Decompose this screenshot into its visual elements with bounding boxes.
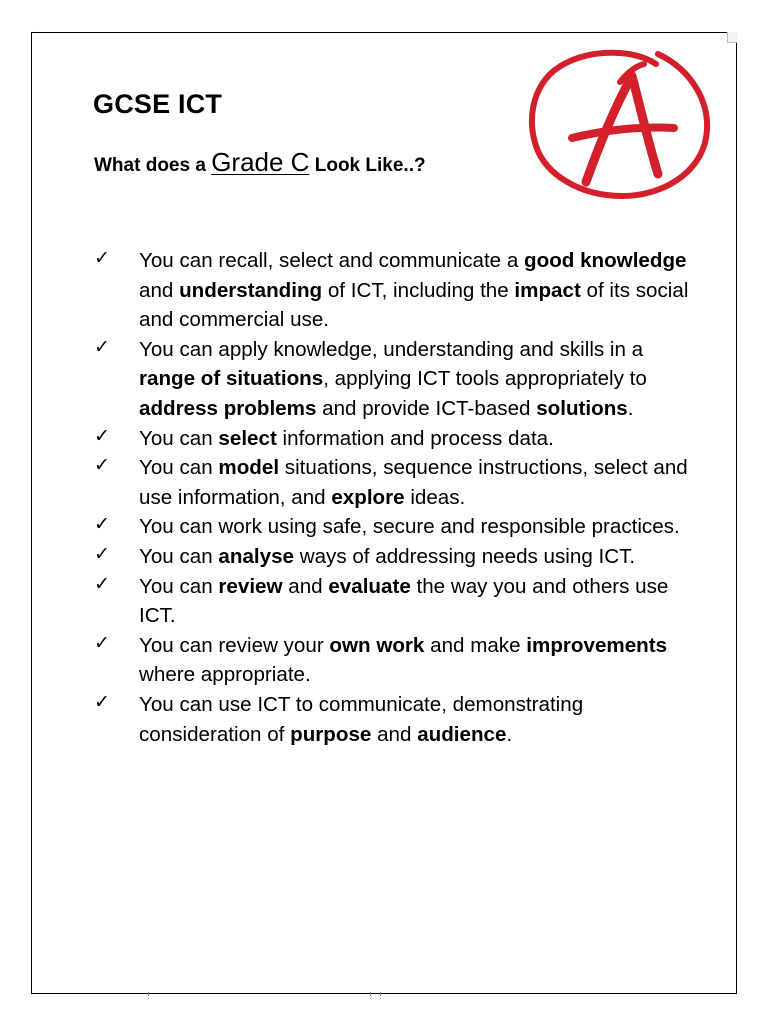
criterion-item	[92, 424, 692, 454]
criterion-keyword: audience	[417, 722, 507, 746]
criterion-text: and make	[424, 633, 527, 657]
criterion-text: and	[282, 574, 329, 598]
bottom-tick	[148, 992, 149, 996]
criterion-text: ways of addressing needs using ICT.	[293, 544, 636, 568]
criterion-text: You can	[139, 426, 219, 450]
criterion-text: and	[139, 278, 180, 302]
criterion-item	[92, 690, 692, 749]
criterion-item	[92, 335, 692, 424]
criterion-keyword: improvements	[526, 633, 668, 657]
checkmark-icon: ✓	[94, 690, 110, 713]
criterion-text: where appropriate.	[139, 663, 311, 687]
criterion-text: .	[506, 722, 513, 746]
criterion-text: You can use ICT to communicate, demonstrating consideration of	[139, 692, 584, 746]
criteria-checklist	[92, 246, 692, 749]
stamp-circle	[532, 53, 707, 196]
criterion-keyword: solutions	[536, 396, 628, 420]
criterion-text: ideas.	[404, 485, 466, 509]
criterion-text: You can apply knowledge, understanding and skills in a	[139, 337, 644, 361]
checkmark-icon: ✓	[94, 424, 110, 447]
checkmark-icon: ✓	[94, 247, 110, 269]
document-title: GCSE ICT	[93, 89, 223, 119]
checkmark-icon: ✓	[94, 454, 110, 477]
criterion-item	[92, 512, 692, 542]
subtitle-grade: Grade C	[211, 147, 310, 177]
criterion-text: You can	[139, 456, 219, 480]
criterion-keyword: understanding	[179, 278, 323, 302]
criterion-text: , applying ICT tools appropriately to	[323, 367, 647, 391]
bottom-tick	[380, 992, 381, 996]
criterion-text: You can review your	[139, 633, 330, 657]
checkmark-icon: ✓	[94, 542, 110, 565]
criterion-text: You can recall, select and communicate a	[139, 249, 525, 272]
document-subtitle	[94, 147, 426, 178]
checkmark-icon: ✓	[94, 335, 110, 358]
criterion-keyword: range of situations	[139, 367, 324, 391]
stamp-letter-crossbar	[572, 127, 674, 138]
criterion-keyword: explore	[331, 485, 405, 509]
criterion-keyword: own work	[329, 633, 425, 657]
criterion-text: and	[371, 722, 418, 746]
checkmark-icon: ✓	[94, 572, 110, 595]
criterion-item	[92, 572, 692, 631]
criterion-text: situations, sequence instructions, select and use information, and	[139, 456, 688, 509]
page-fold	[727, 32, 738, 43]
criterion-item	[92, 631, 692, 690]
criterion-keyword: purpose	[290, 722, 372, 746]
criterion-keyword: review	[218, 574, 283, 598]
grade-a-stamp-icon	[524, 42, 714, 202]
corner-mark: ˙	[33, 27, 36, 36]
checkmark-icon: ✓	[94, 513, 110, 536]
criterion-text: You can	[139, 574, 219, 598]
criterion-keyword: select	[218, 426, 277, 450]
criterion-text: of its social and commercial use.	[139, 278, 689, 332]
criterion-text: of ICT, including the	[322, 278, 515, 302]
criterion-keyword: impact	[514, 278, 581, 302]
criterion-text: information and process data.	[276, 426, 554, 450]
criterion-item	[92, 542, 692, 572]
criterion-text: .	[627, 396, 634, 420]
subtitle-prefix: What does a	[94, 155, 212, 176]
criterion-item	[92, 246, 692, 335]
criterion-keyword: address problems	[139, 396, 317, 420]
criterion-text: You can	[139, 544, 219, 568]
criterion-text: You can work using safe, secure and responsible practices.	[139, 515, 680, 539]
bottom-tick	[370, 992, 371, 996]
criterion-item	[92, 453, 692, 512]
criterion-keyword: good knowledge	[524, 249, 687, 272]
criterion-keyword: evaluate	[328, 574, 411, 598]
checkmark-icon: ✓	[94, 631, 110, 654]
criterion-keyword: model	[218, 456, 280, 480]
subtitle-suffix: Look Like..?	[309, 155, 426, 176]
criterion-text: and provide ICT-based	[316, 396, 537, 420]
criterion-keyword: analyse	[218, 544, 294, 568]
criterion-text: the way you and others use ICT.	[139, 574, 669, 628]
